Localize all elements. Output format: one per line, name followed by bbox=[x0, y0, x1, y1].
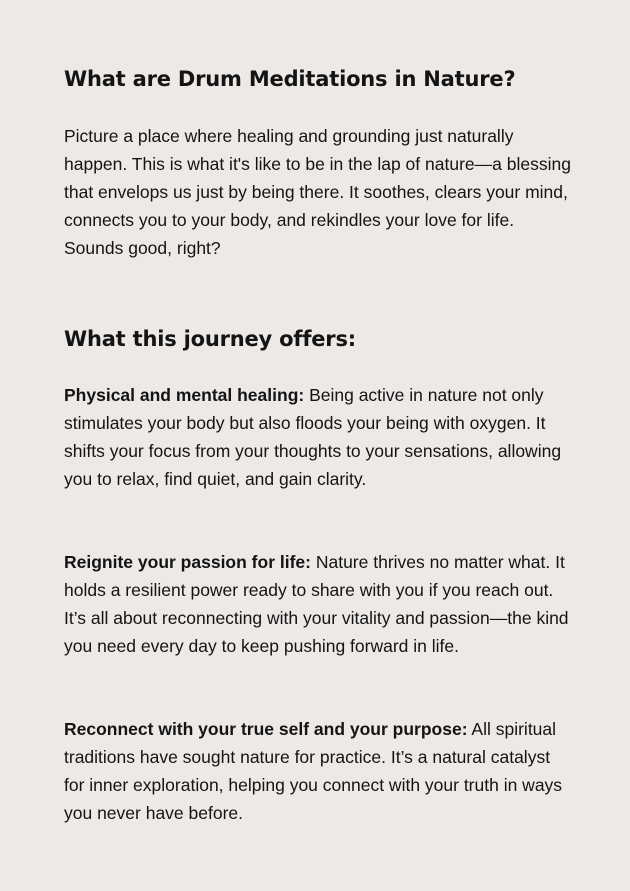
offer-text: Being active in nature not only stimulates your body but also floods your being with oxygen. It shifts your focus from your thoughts to your sensations, allowing you to relax, find quiet, and gain clarity. bbox=[64, 385, 562, 489]
intro-paragraph: Picture a place where healing and grounding just naturally happen. This is what it's like to be in the lap of nature—a blessing that envelops us just by being there. It soothes, clears your mind, connects you to your body, and rekindles your love for life. Sounds good, right? bbox=[64, 126, 571, 258]
offer-text: All spiritual traditions have sought nature for practice. It’s a natural catalyst for inner exploration, helping you connect with your truth in ways you never have before. bbox=[64, 719, 563, 823]
offer-title: Physical and mental healing: bbox=[64, 385, 305, 405]
offer-paragraph-reconnect-self bbox=[64, 715, 574, 827]
offer-paragraph-reignite-passion bbox=[64, 548, 574, 660]
offer-text: Nature thrives no matter what. It holds a resilient power ready to share with you if you reach out. It’s all about reconnecting with your vitality and passion—the kind you need every day to keep pushing forward in life. bbox=[64, 552, 569, 656]
offer-title: Reignite your passion for life: bbox=[64, 552, 311, 572]
page-title: What are Drum Meditations in Nature? bbox=[64, 67, 516, 91]
section-heading: What this journey offers: bbox=[64, 327, 356, 351]
offer-title: Reconnect with your true self and your purpose: bbox=[64, 719, 468, 739]
offer-paragraph-physical-healing bbox=[64, 381, 574, 493]
